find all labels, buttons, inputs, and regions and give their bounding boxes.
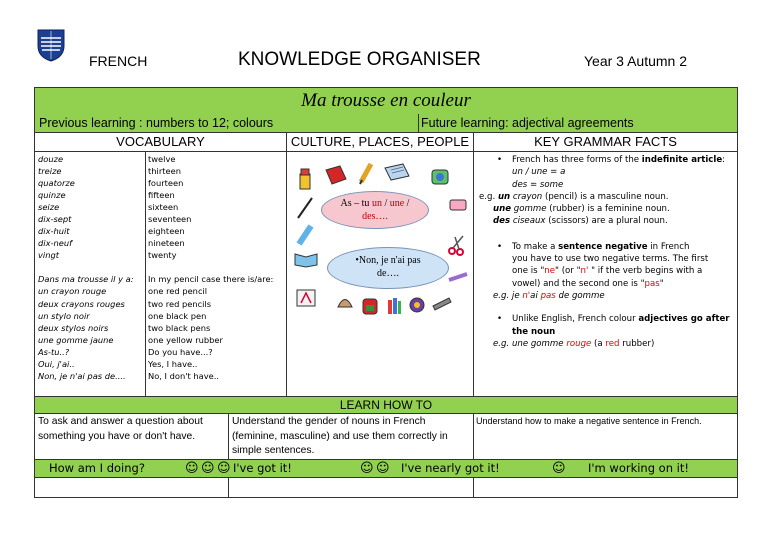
header-subject: FRENCH bbox=[89, 53, 148, 69]
glue-stick-icon bbox=[297, 168, 313, 190]
vocab-en-item: nineteen bbox=[148, 238, 185, 249]
smiley-icon: ☺ bbox=[552, 461, 566, 476]
compass-icon bbox=[295, 288, 317, 308]
vocab-en-item: No, I don't have.. bbox=[148, 370, 220, 381]
learn-goal-2: Understand the gender of nouns in French (feminine, masculine) and use them correctly in simple sentences. bbox=[232, 416, 448, 456]
response-cell[interactable] bbox=[35, 478, 228, 497]
bubble2-line1: •Non, je n'ai pas bbox=[355, 255, 421, 266]
topic-title: Ma trousse en couleur bbox=[35, 88, 737, 114]
smiley-icon: ☺ bbox=[201, 461, 215, 476]
grammar-example: des ciseaux (scissors) are a plural noun. bbox=[493, 216, 668, 227]
bubble2-line2: de…. bbox=[377, 268, 399, 279]
vocab-fr-item: dix-huit bbox=[38, 226, 70, 237]
bubble1-un: un bbox=[371, 198, 382, 209]
got-it-label: I've got it! bbox=[233, 461, 292, 475]
scissors-icon bbox=[447, 234, 467, 256]
future-learning: Future learning: adjectival agreements bbox=[421, 116, 634, 130]
vocab-english-column bbox=[148, 153, 273, 382]
smiley-icon: ☺ bbox=[360, 461, 374, 476]
grammar-negative-line: one is "ne" (or "n' " if the verb begins with a bbox=[512, 266, 703, 277]
vocab-fr-item: deux crayons rouges bbox=[38, 298, 125, 309]
grammar-bullet-negative: • To make a sentence negative in French bbox=[479, 241, 734, 253]
vocab-fr-item: quatorze bbox=[38, 178, 75, 189]
vocab-fr-item: seize bbox=[38, 202, 60, 213]
vocab-en-item: thirteen bbox=[148, 166, 181, 177]
vocab-fr-item: un stylo noir bbox=[38, 310, 90, 321]
heading-vocabulary: VOCABULARY bbox=[116, 134, 205, 149]
learn-goal-3: Understand how to make a negative sentence in French. bbox=[476, 416, 702, 426]
vocab-en-item: fifteen bbox=[148, 190, 175, 201]
vocab-fr-item: Dans ma trousse il y a: bbox=[38, 274, 134, 285]
vocab-en-item: In my pencil case there is/are: bbox=[148, 274, 274, 285]
organiser-table bbox=[34, 87, 738, 498]
smiley-icon: ☺ bbox=[185, 461, 199, 476]
header-term: Year 3 Autumn 2 bbox=[584, 53, 688, 69]
grammar-example: une gomme (rubber) is a feminine noun. bbox=[493, 204, 670, 215]
vocab-french-column bbox=[38, 153, 134, 382]
vocab-en-item: eighteen bbox=[148, 226, 185, 237]
grammar-bullet-articles: • French has three forms of the indefinite article: bbox=[479, 154, 734, 166]
vocab-fr-item: As-tu..? bbox=[38, 346, 70, 357]
pencil-icon bbox=[357, 160, 375, 186]
smiley-icon: ☺ bbox=[376, 461, 390, 476]
crayons-icon bbox=[385, 294, 403, 316]
bubble1-separator: / bbox=[381, 198, 390, 209]
red-book-icon bbox=[323, 164, 349, 186]
vocab-fr-item: dix-neuf bbox=[38, 238, 73, 249]
response-cell[interactable] bbox=[229, 478, 473, 497]
vocab-fr-item: Oui, j'ai.. bbox=[38, 358, 75, 369]
grammar-facts bbox=[479, 154, 734, 350]
previous-learning: Previous learning : numbers to 12; colours bbox=[39, 116, 274, 130]
speech-bubble-question bbox=[321, 191, 429, 229]
stapler-icon bbox=[431, 292, 453, 312]
heading-culture: CULTURE, PLACES, PEOPLE bbox=[290, 134, 470, 149]
vocab-en-item: Do you have...? bbox=[148, 346, 213, 357]
ruler-icon bbox=[295, 224, 315, 246]
self-assessment-band bbox=[35, 460, 737, 477]
bubble1-des: des…. bbox=[362, 211, 388, 222]
paint-pot-icon bbox=[407, 294, 427, 314]
bubble1-suffix: / bbox=[404, 198, 410, 209]
speech-bubble-answer bbox=[327, 247, 449, 289]
grammar-example: e.g. je n'ai pas de gomme bbox=[493, 290, 605, 301]
response-cell[interactable] bbox=[474, 478, 737, 497]
marker-icon bbox=[447, 270, 469, 284]
vocab-en-item: one red pencil bbox=[148, 286, 208, 297]
vocab-fr-item: quinze bbox=[38, 190, 66, 201]
vocab-en-item: seventeen bbox=[148, 214, 192, 225]
vocab-en-item: one yellow rubber bbox=[148, 334, 223, 345]
vocab-en-item: sixteen bbox=[148, 202, 179, 213]
heading-learn: LEARN HOW TO bbox=[35, 397, 737, 413]
grammar-articles-line: un / une = a bbox=[512, 167, 566, 178]
learn-goal-1: To ask and answer a question about something you have or don't have. bbox=[38, 416, 203, 442]
vocab-en-item: twenty bbox=[148, 250, 177, 261]
vocab-fr-item: douze bbox=[38, 154, 64, 164]
grammar-articles-line: des = some bbox=[512, 179, 564, 190]
vocab-en-item: two black pens bbox=[148, 322, 211, 333]
eraser-icon bbox=[447, 196, 469, 214]
vocab-en-item: one black pen bbox=[148, 310, 207, 321]
working-on-it-label: I'm working on it! bbox=[588, 461, 689, 475]
grammar-example: e.g. un crayon (pencil) is a masculine noun. bbox=[479, 191, 669, 202]
nearly-got-it-label: I've nearly got it! bbox=[401, 461, 500, 475]
culture-clipart-area bbox=[287, 152, 473, 397]
vocab-en-item: Yes, I have.. bbox=[148, 358, 198, 369]
vocab-fr-item: une gomme jaune bbox=[38, 334, 114, 345]
bubble1-une: une bbox=[389, 198, 405, 209]
sharpener-icon bbox=[429, 166, 451, 188]
vocab-fr-item: un crayon rouge bbox=[38, 286, 107, 297]
heading-grammar: KEY GRAMMAR FACTS bbox=[534, 134, 677, 149]
vocab-en-item: twelve bbox=[148, 154, 176, 164]
grammar-bullet-adjectives: • Unlike English, French colour adjectives go after the noun bbox=[479, 313, 734, 338]
grammar-negative-line: vowel) and the second one is "pas" bbox=[512, 278, 664, 289]
backpack-icon bbox=[359, 294, 381, 316]
shell-icon bbox=[335, 292, 355, 312]
vocab-fr-item: dix-sept bbox=[38, 214, 72, 225]
open-book-icon bbox=[293, 250, 319, 268]
grammar-negative-line: you have to use two negative terms. The first bbox=[512, 254, 709, 265]
grammar-example: e.g. une gomme rouge (a red rubber) bbox=[493, 338, 655, 349]
vocab-fr-item: Non, je n'ai pas de.... bbox=[38, 370, 126, 381]
smiley-icon: ☺ bbox=[217, 461, 231, 476]
notebook-icon bbox=[383, 162, 411, 182]
learning-band bbox=[35, 114, 737, 132]
bubble1-prefix: As – tu bbox=[340, 198, 372, 209]
vocab-fr-item: vingt bbox=[38, 250, 59, 261]
pen-icon bbox=[295, 196, 315, 220]
vocab-en-item: fourteen bbox=[148, 178, 184, 189]
vocab-en-item: two red pencils bbox=[148, 298, 212, 309]
school-crest-logo bbox=[36, 28, 66, 62]
vocab-fr-item: treize bbox=[38, 166, 62, 177]
how-am-i-doing: How am I doing? bbox=[49, 461, 145, 475]
vocab-fr-item: deux stylos noirs bbox=[38, 322, 109, 333]
header-title: KNOWLEDGE ORGANISER bbox=[238, 49, 481, 70]
